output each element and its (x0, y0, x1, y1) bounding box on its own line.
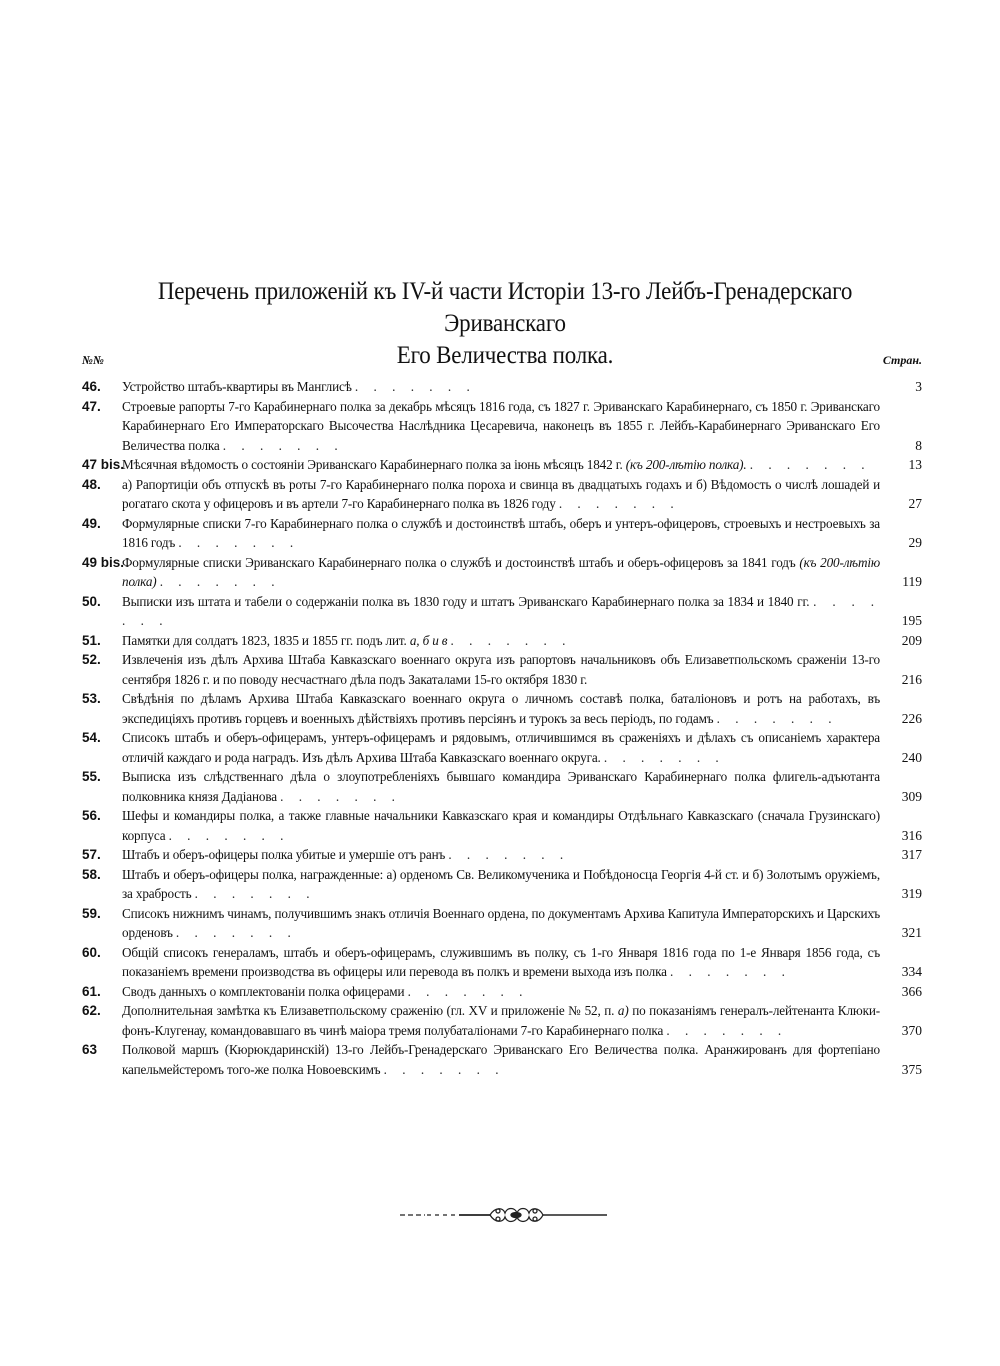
appendix-entry (82, 377, 922, 397)
entry-page-number: 195 (901, 613, 922, 628)
entry-text (122, 650, 922, 689)
appendix-entry (82, 631, 922, 651)
appendix-entry (82, 1001, 922, 1040)
entry-italic-note: (къ 200-лѣтію полка) (122, 554, 880, 589)
appendix-entry (82, 514, 922, 553)
title-line-1: Перечень приложеній къ IV-й части Исторіи 13-го Лейбъ-Гренадерскаго Эриванскаго (157, 278, 853, 337)
dot-leader: . . . . . . . (407, 983, 529, 999)
entry-description: Сводъ данныхъ о комплектованіи полка офицерами (122, 983, 405, 999)
dot-leader: . . . . . . . (175, 925, 297, 940)
entry-page-number: 226 (901, 710, 922, 726)
entry-text (122, 865, 922, 904)
entry-text (122, 1001, 922, 1040)
entry-page-number: 27 (908, 496, 922, 511)
entry-text (122, 475, 922, 514)
entry-text (122, 806, 922, 845)
entry-description: Списокъ штабъ и оберъ-офицерамъ, унтеръ-офицерамъ и рядовымъ, отличившимся въ сраженіяхъ и дѣлахъ съ описаніемъ характера отличій каждаго и рода наградъ. Изъ дѣлъ Архива Штаба Кавказскаго военнаго округа. (122, 730, 880, 765)
column-header (82, 353, 922, 369)
entry-page-number: 29 (908, 535, 922, 550)
entry-page-number: 8 (915, 437, 922, 453)
appendix-entry (82, 806, 922, 845)
entry-text (122, 455, 922, 475)
dot-leader: . . . . . . . (716, 710, 838, 726)
entry-description: Устройство штабъ-квартиры въ Манглисѣ (122, 379, 352, 394)
dot-leader: . . . . . . . (280, 788, 401, 804)
entry-text (122, 982, 922, 1002)
entry-number: 61. (82, 983, 101, 999)
appendix-entry (82, 845, 922, 865)
number-column-label: №№ (82, 353, 104, 367)
entry-page-number: 321 (901, 925, 922, 940)
entry-number: 49 bis. (82, 554, 125, 570)
appendix-entry (82, 728, 922, 767)
appendix-entry (82, 982, 922, 1002)
entry-number: 46. (82, 379, 101, 394)
floral-divider-icon (395, 1203, 610, 1227)
entry-description: Полковой маршъ (Кюрюкдаринскій) 13-го Лейбъ-Гренадерскаго Эриванскаго Его Величества полка. Аранжированъ для фортепіано капельмейстеромъ того-же полка Новоевскимъ (122, 1042, 880, 1077)
entry-description: Формулярные списки Эриванскаго Карабинернаго полка о службѣ и достоинствѣ штабъ и оберъ-офицеровъ за 1841 годъ (122, 554, 796, 570)
entry-number: 52. (82, 652, 101, 667)
entry-number: 63 (82, 1042, 98, 1057)
appendix-entry (82, 1040, 922, 1079)
entry-number: 51. (82, 632, 101, 648)
entry-page-number: 319 (901, 886, 922, 901)
dot-leader: . . . . . . . (194, 886, 316, 901)
entry-page-number: 334 (901, 964, 922, 979)
entry-number: 57. (82, 847, 101, 862)
entry-text (122, 514, 922, 553)
entry-description: Извлеченія изъ дѣлъ Архива Штаба Кавказскаго военнаго округа изъ рапортовъ начальниковъ объ Елизаветпольскомъ сраженіи 13-го сентября 1826 г. и по поводу несчастнаго дѣла подъ Закаталами 15-го октября 1830 г. (122, 652, 880, 687)
entry-text (122, 728, 922, 767)
appendix-entry (82, 767, 922, 806)
entry-text (122, 943, 922, 982)
dot-leader: . . . . . . . (666, 1022, 788, 1038)
entry-page-number: 317 (901, 847, 922, 862)
dot-leader: . . . . . . . (168, 827, 290, 843)
entry-number: 58. (82, 866, 101, 882)
entry-number: 56. (82, 808, 101, 823)
entry-description: Списокъ нижнимъ чинамъ, получившимъ знакъ отличія Военнаго ордена, по документамъ Архива Капитула Императорскихъ и Царскихъ орденовъ (122, 905, 880, 940)
dot-leader: . . . . . . . (354, 379, 476, 394)
entry-italic-note: а) (617, 1003, 629, 1018)
entry-description: Дополнительная замѣтка къ Елизаветпольскому сраженію (гл. XV и приложеніе № 52, п. (122, 1003, 615, 1018)
entry-description: Мѣсячная вѣдомость о состояніи Эриванскаго Карабинернаго полка за іюнь мѣсяцъ 1842 г. (122, 457, 623, 472)
title-line-2: Его Величества полка. (396, 342, 614, 369)
entry-description: Штабъ и оберъ-офицеры полка убитые и умершіе отъ ранъ (122, 847, 446, 862)
entry-description: Памятки для солдатъ 1823, 1835 и 1855 гг. подъ лит. (122, 632, 407, 648)
entry-number: 62. (82, 1003, 101, 1018)
entry-page-number: 366 (901, 983, 922, 999)
entry-number: 60. (82, 944, 101, 960)
entry-page-number: 119 (902, 574, 922, 589)
entry-number: 49. (82, 515, 101, 531)
appendix-entry (82, 397, 922, 456)
dot-leader: . . . . . . . (448, 847, 570, 862)
entry-italic-note: а, б и в (409, 632, 448, 648)
entry-page-number: 240 (901, 749, 922, 765)
appendix-entry (82, 553, 922, 592)
dot-leader: . . . . . . . (749, 457, 871, 472)
dot-leader: . . . . . . . (558, 496, 680, 511)
entry-page-number: 309 (901, 788, 922, 804)
entry-number: 47. (82, 398, 101, 414)
appendix-entry (82, 904, 922, 943)
entry-page-number: 13 (908, 457, 922, 472)
entry-text (122, 553, 922, 592)
entry-text (122, 904, 922, 943)
entry-description: Свѣдѣнія по дѣламъ Архива Штаба Кавказскаго военнаго округа о личномъ составѣ полка, баталіоновъ и ротъ на работахъ, въ экспедиціяхъ противъ горцевъ и военныхъ дѣйствіяхъ противъ персіянъ и турокъ за весь періодъ, по годамъ (122, 691, 880, 726)
entry-description: Выписки изъ штата и табели о содержаніи полка въ 1830 году и штатъ Эриванскаго Карабинернаго полка за 1834 и 1840 гг. (122, 593, 810, 609)
entry-italic-note: (къ 200-лѣтію полка). (625, 457, 747, 472)
dot-leader: . . . . . . . (670, 964, 791, 979)
entry-text (122, 377, 922, 397)
appendix-entry (82, 650, 922, 689)
entry-description: Выписка изъ слѣдственнаго дѣла о злоупотребленіяхъ бывшаго командира Эриванскаго Карабинернаго полка флигель-адъютанта полковника князя Дадіанова (122, 769, 880, 804)
dot-leader: . . . . . . . (603, 749, 725, 765)
appendix-list (82, 377, 922, 1079)
entry-page-number: 216 (901, 671, 922, 687)
entry-number: 50. (82, 593, 101, 609)
entry-text (122, 397, 922, 456)
dot-leader: . . . . . . . (383, 1061, 505, 1077)
page-column-label: Стран. (882, 353, 922, 367)
appendix-entry (82, 689, 922, 728)
entry-description: Шефы и командиры полка, а также главные начальники Кавказскаго края и командиры Отдѣльнаго Кавказскаго (сначала Грузинскаго) корпуса (122, 808, 880, 843)
appendix-entry (82, 865, 922, 904)
dot-leader: . . . . . . . (450, 632, 572, 648)
appendix-entry (82, 455, 922, 475)
entry-page-number: 316 (901, 827, 922, 843)
entry-page-number: 209 (901, 632, 922, 648)
entry-text (122, 631, 922, 651)
entry-description: Формулярные списки 7-го Карабинернаго полка о службѣ и достоинствѣ штабъ, оберъ и унтеръ-офицеровъ, строевыхъ и нестроевыхъ за 1816 годъ (122, 515, 880, 550)
entry-description: Строевые рапорты 7-го Карабинернаго полка за декабрь мѣсяцъ 1816 года, съ 1827 г. Эриванскаго Карабинернаго, съ 1850 г. Эриванскаго Карабинернаго Его Императорскаго Высочества Наслѣдника Цесаревича, наконецъ въ 1855 г. Лейбъ-Карабинернаго Эриванскаго Его Величества полка (122, 398, 880, 453)
entry-description: а) Рапортиціи объ отпускѣ въ роты 7-го Карабинернаго полка пороха и свинца въ двадцатыхъ годахъ и б) Вѣдомость о числѣ лошадей и рогатаго скота у офицеровъ и въ артели 7-го Карабинернаго полка въ 1826 году (122, 476, 880, 511)
entry-text (122, 689, 922, 728)
entry-number: 59. (82, 905, 101, 921)
entry-number: 54. (82, 730, 101, 745)
entry-text (122, 1040, 922, 1079)
entry-number: 53. (82, 691, 101, 706)
entry-number: 55. (82, 769, 101, 784)
dot-leader: . . . . . . . (222, 437, 344, 453)
entry-number: 48. (82, 476, 101, 492)
appendix-entry (82, 475, 922, 514)
appendix-entry (82, 592, 922, 631)
entry-description: Общій списокъ генераламъ, штабъ и оберъ-офицерамъ, служившимъ въ полку, съ 1-го Января 1816 года по 1-е Января 1856 года, съ показаніемъ времени производства въ офицеры или перевода въ полкъ и времени выхода изъ полка (122, 944, 880, 979)
entry-number: 47 bis. (82, 457, 125, 472)
entry-page-number: 375 (901, 1061, 922, 1077)
entry-description: Штабъ и оберъ-офицеры полка, награжденные: а) орденомъ Св. Великомученика и Побѣдоносца Георгія 4-й ст. и б) Золотымъ оружіемъ, за храбрость (122, 866, 880, 901)
entry-text (122, 767, 922, 806)
entry-text (122, 845, 922, 865)
entry-description-cont: по показаніямъ генералъ-лейтенанта Клюки-фонъ-Клугенау, командовавшаго въ чинѣ маіора тремя полубаталіонами 7-го Карабинернаго полка (122, 1003, 880, 1038)
dot-leader: . . . . . . . (122, 593, 881, 628)
dot-leader: . . . . . . . (178, 535, 300, 550)
entry-page-number: 3 (915, 379, 922, 394)
entry-page-number: 370 (901, 1022, 922, 1038)
dot-leader: . . . . . . . (159, 574, 281, 589)
appendix-entry (82, 943, 922, 982)
entry-text (122, 592, 922, 631)
